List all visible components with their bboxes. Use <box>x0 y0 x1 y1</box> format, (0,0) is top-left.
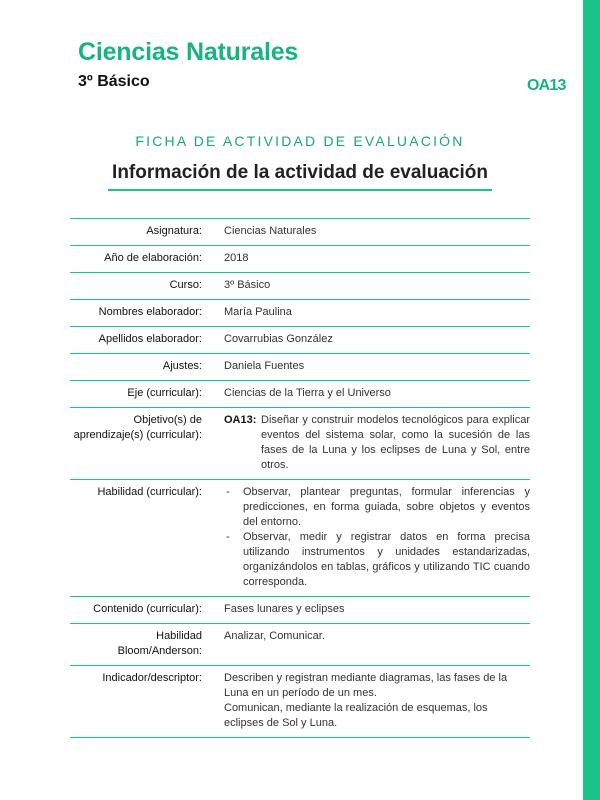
row-value: Ciencias Naturales <box>224 219 530 246</box>
oa-code: OA13 <box>527 77 566 94</box>
table-row-habilidad <box>70 480 530 597</box>
row-label: Indicador/descriptor: <box>70 666 224 738</box>
row-value: Ciencias de la Tierra y el Universo <box>224 381 530 408</box>
row-value: Fases lunares y eclipses <box>224 597 530 624</box>
info-table <box>70 218 530 738</box>
table-row-bloom <box>70 624 530 666</box>
indicator-line: Comunican, mediante la realización de esquemas, los eclipses de Sol y Luna. <box>224 702 488 729</box>
row-label: Objetivo(s) de aprendizaje(s) (curricular): <box>70 408 224 480</box>
side-accent-bar <box>583 0 600 800</box>
subject-title: Ciencias Naturales <box>78 38 299 66</box>
skill-list <box>224 485 530 590</box>
row-value: Daniela Fuentes <box>224 354 530 381</box>
table-row-anio <box>70 246 530 273</box>
table-row-ajustes <box>70 354 530 381</box>
row-label: Nombres elaborador: <box>70 300 224 327</box>
document-heading-wrap <box>0 162 600 191</box>
row-value: Analizar, Comunicar. <box>224 624 530 666</box>
row-value: 2018 <box>224 246 530 273</box>
row-label: Eje (curricular): <box>70 381 224 408</box>
list-item <box>224 485 530 530</box>
indicator-line: Describen y registran mediante diagramas, las fases de la Luna en un período de un mes. <box>224 672 508 699</box>
table-row-apellidos <box>70 327 530 354</box>
bullet-dash: - <box>226 531 230 543</box>
table-row-asignatura <box>70 219 530 246</box>
row-value <box>224 408 530 480</box>
objective-block <box>224 413 530 473</box>
skill-text: Observar, plantear preguntas, formular inferencias y predicciones, en forma guiada, sobre objetos y eventos del entorno. <box>243 486 530 528</box>
row-label: Apellidos elaborador: <box>70 327 224 354</box>
table-row-objetivo <box>70 408 530 480</box>
document-kicker: FICHA DE ACTIVIDAD DE EVALUACIÓN <box>135 133 465 149</box>
row-value <box>224 666 530 738</box>
skill-text: Observar, medir y registrar datos en forma precisa utilizando instrumentos y unidades estandarizadas, organizándolos en tablas, gráficos y utilizando TIC cuando corresponda. <box>243 531 530 588</box>
row-value: 3º Básico <box>224 273 530 300</box>
row-label: Contenido (curricular): <box>70 597 224 624</box>
row-value <box>224 480 530 597</box>
table-row-indicador <box>70 666 530 738</box>
row-value: Covarrubias González <box>224 327 530 354</box>
table-row-curso <box>70 273 530 300</box>
row-label: Año de elaboración: <box>70 246 224 273</box>
row-label: Asignatura: <box>70 219 224 246</box>
table-row-eje <box>70 381 530 408</box>
row-label: Habilidad Bloom/Anderson: <box>70 624 224 666</box>
row-label: Habilidad (curricular): <box>70 480 224 597</box>
list-item <box>224 530 530 590</box>
grade-label: 3º Básico <box>78 73 150 90</box>
row-label: Ajustes: <box>70 354 224 381</box>
table-row-nombres <box>70 300 530 327</box>
bullet-dash: - <box>226 486 230 498</box>
table-row-contenido <box>70 597 530 624</box>
document-heading: Información de la actividad de evaluación <box>108 162 492 191</box>
row-value: María Paulina <box>224 300 530 327</box>
objective-code: OA13: <box>224 414 257 426</box>
objective-text: Diseñar y construir modelos tecnológicos para explicar eventos del sistema solar, como la sucesión de las fases de la Luna y los eclipses de Luna y Sol, entre otros. <box>261 414 530 471</box>
row-label: Curso: <box>70 273 224 300</box>
